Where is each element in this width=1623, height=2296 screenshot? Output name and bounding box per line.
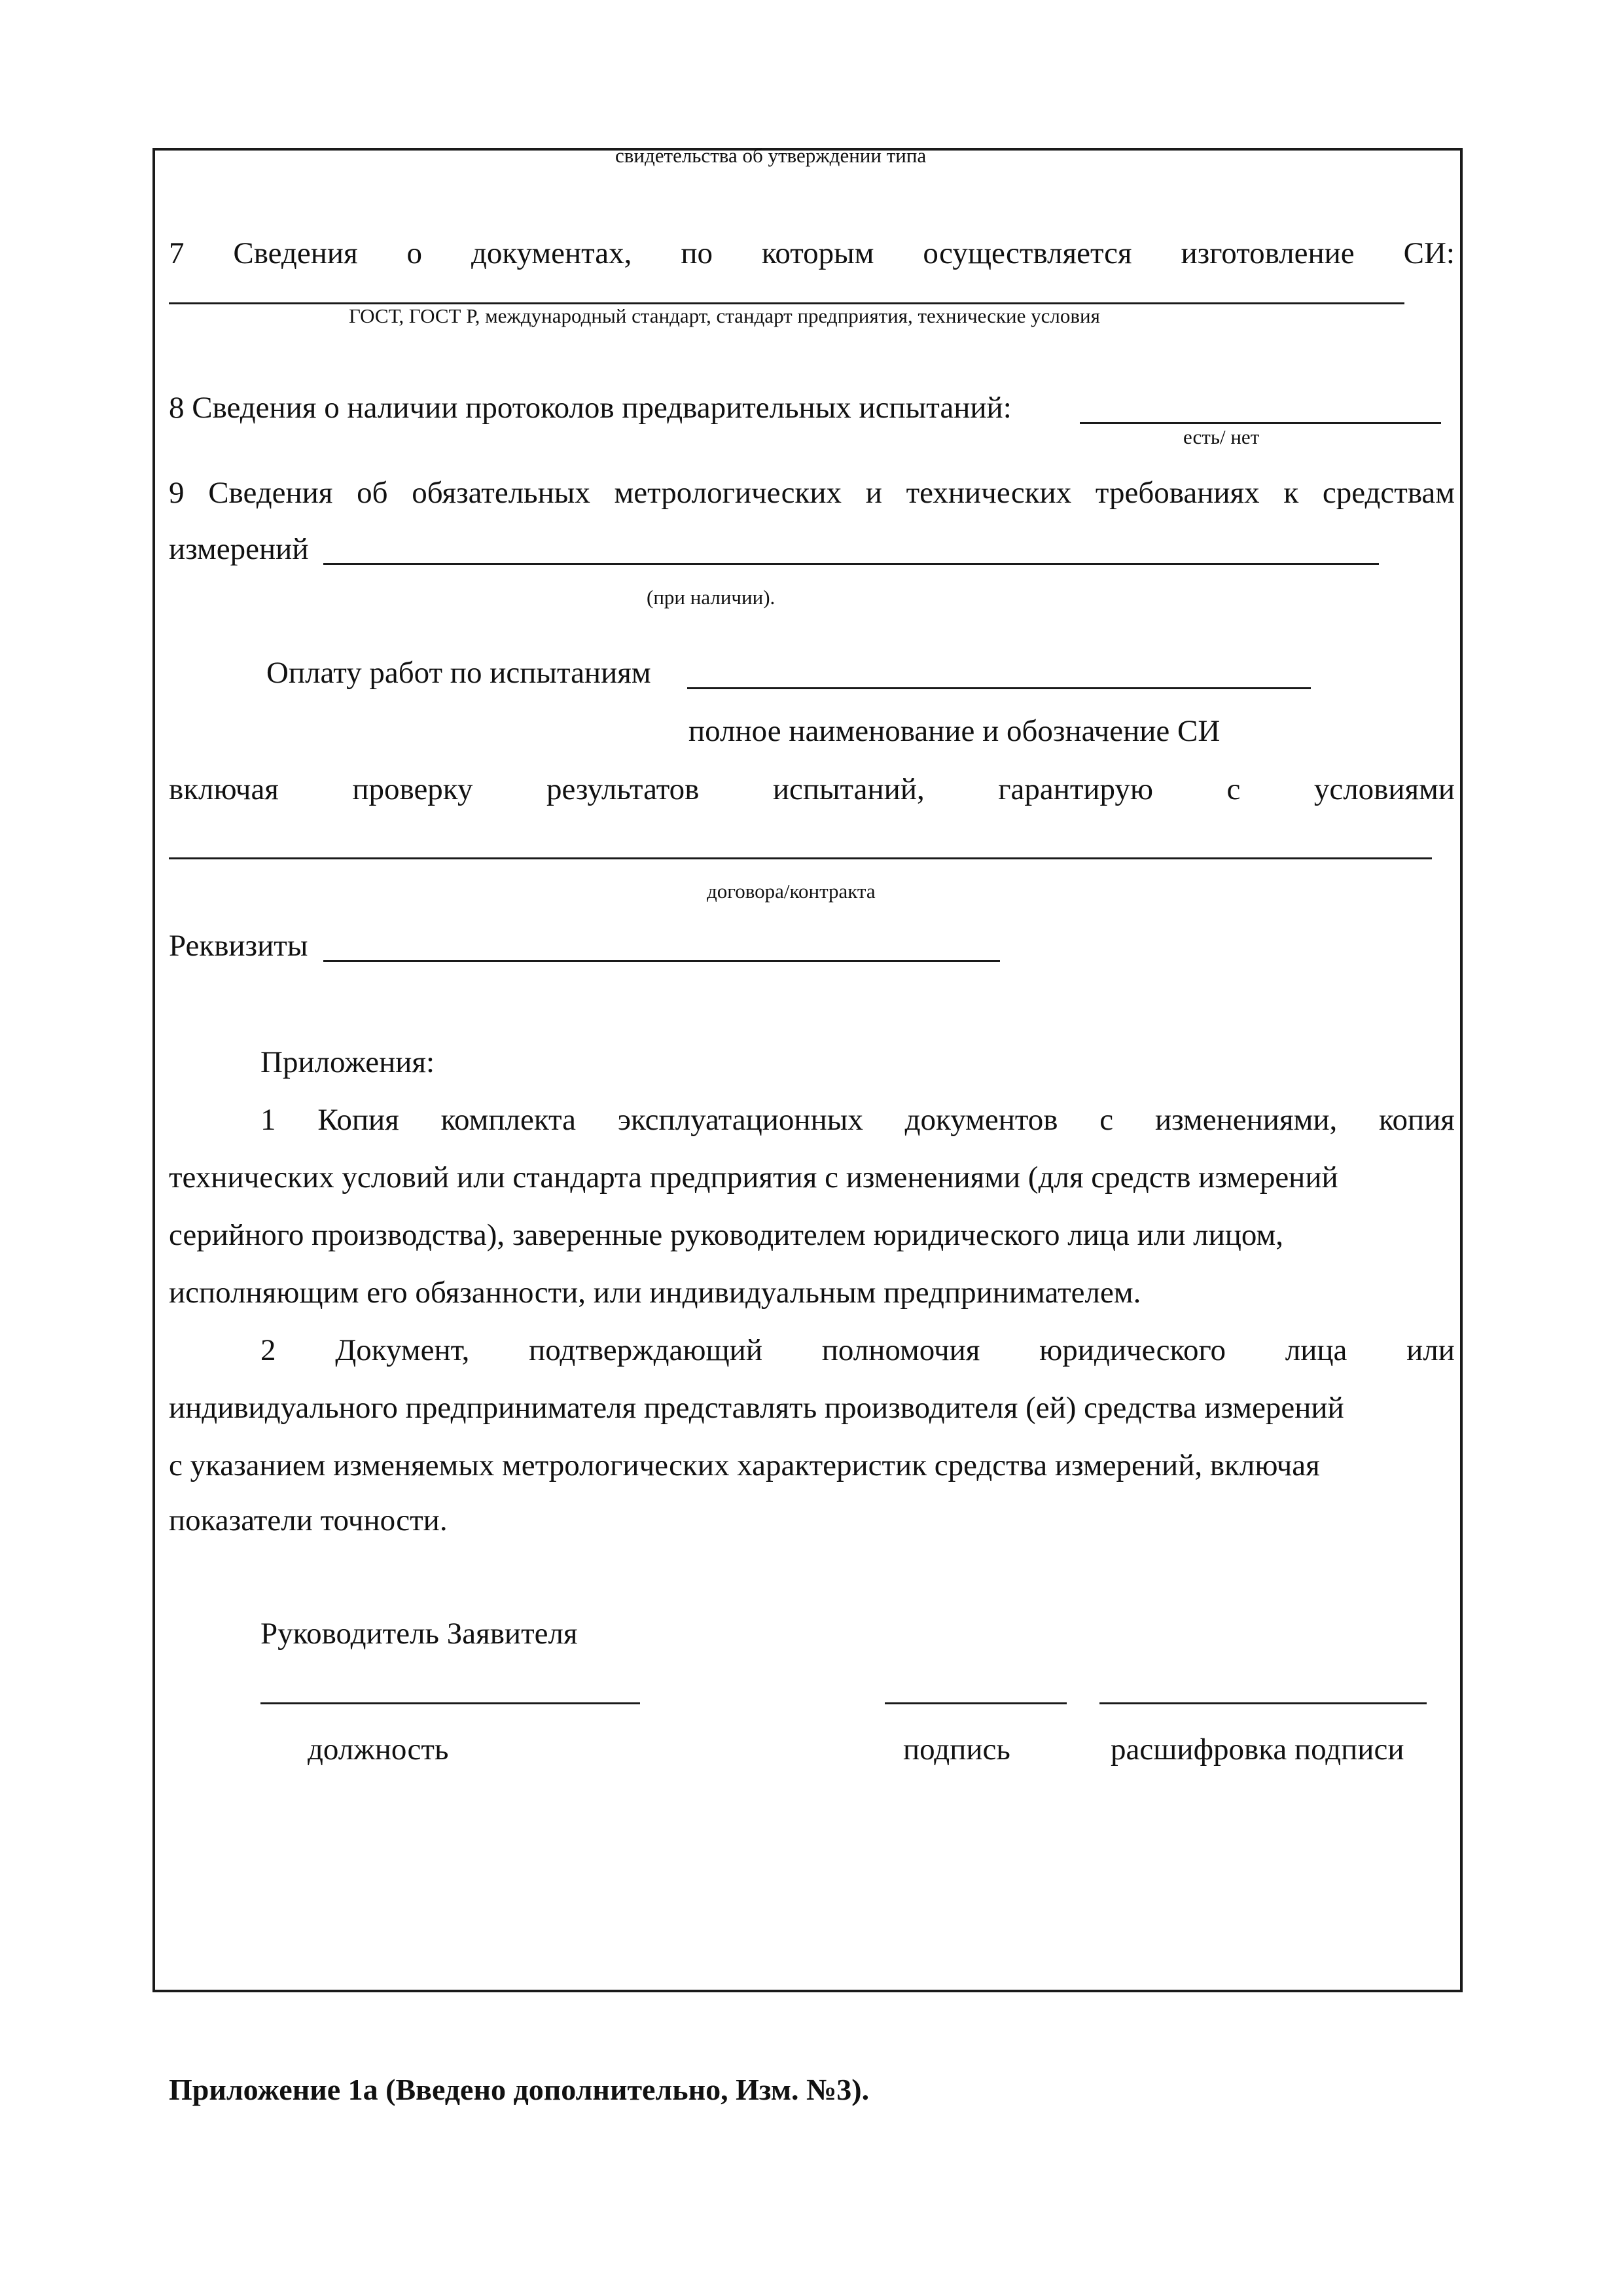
decoding-caption: расшифровка подписи [1111,1732,1404,1767]
word: результатов [546,772,700,806]
word: 7 [169,236,185,270]
requisites-fill-line [323,960,1000,962]
word: 9 [169,476,185,510]
attachment-1-line-2: технических условий или стандарта предприятия с изменениями (для средств измерений [169,1160,1338,1194]
caption-certificate: свидетельства об утверждении типа [615,144,927,167]
payment-caption: полное наименование и обозначение СИ [688,714,1221,748]
word: которым [761,236,874,270]
word: проверку [352,772,473,806]
word: обязательных [412,476,590,510]
payment-fill-line-2 [169,857,1432,859]
word: Копия [317,1103,399,1137]
payment-caption-2: договора/контракта [707,880,876,903]
attachments-title: Приложения: [260,1045,435,1079]
attachment-1-line-4: исполняющим его обязанности, или индивидуальным предпринимателем. [169,1276,1141,1310]
item9-fill-line [323,563,1379,565]
appendix-note: Приложение 1а (Введено дополнительно, Изм. №3). [169,2073,870,2106]
word: Сведения [208,476,333,510]
item8-caption: есть/ нет [1183,425,1260,448]
word: лица [1285,1333,1347,1367]
item9-caption: (при наличии). [647,586,776,609]
word: изготовление [1181,236,1355,270]
attachment-2-line-4: показатели точности. [169,1503,448,1537]
attachment-2-line-2: индивидуального предпринимателя представлять производителя (ей) средства измерений [169,1391,1344,1425]
payment-fill-line [687,687,1311,689]
signature-caption: подпись [903,1732,1010,1767]
word: изменениями, [1154,1103,1338,1137]
word: включая [169,772,279,806]
word: по [681,236,713,270]
word: об [357,476,388,510]
attachment-1-line-3: серийного производства), заверенные руководителем юридического лица или лицом, [169,1218,1283,1252]
word: документов [904,1103,1058,1137]
position-line [260,1702,640,1704]
word: испытаний, [772,772,925,806]
item7-text [169,238,1455,269]
word: к [1283,476,1299,510]
word: эксплуатационных [617,1103,863,1137]
position-caption: должность [308,1732,449,1767]
word: осуществляется [923,236,1132,270]
requisites-label: Реквизиты [169,929,308,963]
word: гарантирую [998,772,1154,806]
word: с [1226,772,1241,806]
item8-text: 8 Сведения о наличии протоколов предварительных испытаний: [169,391,1012,425]
word: СИ: [1403,236,1455,270]
item9-text [169,478,1455,509]
item7-caption: ГОСТ, ГОСТ Р, международный стандарт, стандарт предприятия, технические условия [349,304,1100,327]
word: подтверждающий [529,1333,762,1367]
payment-text: Оплату работ по испытаниям [266,656,651,690]
word: требованиях [1095,476,1260,510]
word: с [1099,1103,1114,1137]
signature-title: Руководитель Заявителя [260,1617,578,1651]
decoding-line [1099,1702,1427,1704]
attachment-2-line-1 [260,1335,1455,1366]
word: документах, [471,236,632,270]
attachment-2-line-3: с указанием изменяемых метрологических характеристик средства измерений, включая [169,1448,1320,1482]
word: условиями [1313,772,1455,806]
word: юридического [1039,1333,1226,1367]
word: Сведения [233,236,358,270]
word: копия [1379,1103,1455,1137]
word: технических [906,476,1072,510]
payment-words [169,774,1455,805]
word: метрологических [614,476,842,510]
word: о [406,236,423,270]
item9-line2: измерений [169,532,309,566]
word: средствам [1322,476,1455,510]
word: или [1406,1333,1455,1367]
word: Документ, [335,1333,470,1367]
word: и [865,476,882,510]
item8-fill-line [1080,422,1441,424]
signature-line [885,1702,1067,1704]
word: полномочия [821,1333,980,1367]
word: комплекта [440,1103,577,1137]
word: 2 [260,1333,276,1367]
attachment-1-line-1 [260,1105,1455,1136]
word: 1 [260,1103,276,1137]
